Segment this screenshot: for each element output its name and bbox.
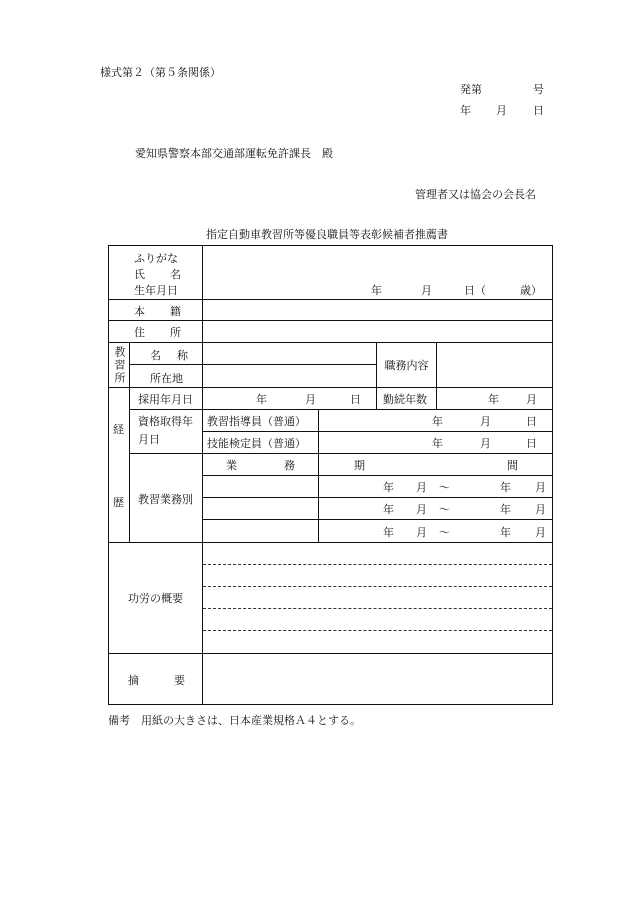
footnote: 備考 用紙の大きさは、日本産業規格Ａ４とする。 bbox=[108, 714, 361, 727]
period-start-month-unit: 月 bbox=[416, 526, 427, 539]
table-rule bbox=[203, 519, 552, 520]
table-rule bbox=[129, 453, 552, 454]
qualification-date-label: 資格取得年月日 bbox=[138, 415, 193, 446]
period-tilde: 〜 bbox=[439, 526, 450, 539]
period-start-month-unit: 月 bbox=[416, 481, 427, 494]
table-rule-vertical bbox=[436, 342, 437, 409]
examiner-month-unit: 月 bbox=[480, 437, 491, 450]
age-unit: 歳） bbox=[520, 284, 542, 297]
examiner-year-unit: 年 bbox=[432, 437, 443, 450]
merits-dashed-line bbox=[203, 608, 552, 609]
instructor-day-unit: 日 bbox=[526, 415, 537, 428]
period-column-char-1: 期 bbox=[354, 459, 365, 472]
work-type-label: 教習業務別 bbox=[138, 493, 193, 506]
date-day: 日 bbox=[533, 104, 544, 117]
merits-dashed-line bbox=[203, 630, 552, 631]
table-rule bbox=[129, 409, 552, 410]
furigana-label: ふりがな bbox=[134, 252, 178, 265]
table-rule bbox=[203, 497, 552, 498]
period-tilde: 〜 bbox=[439, 481, 450, 494]
table-rule bbox=[108, 387, 552, 388]
table-rule-vertical bbox=[129, 342, 130, 387]
table-rule-vertical bbox=[202, 245, 203, 705]
duty-label: 職務内容 bbox=[384, 359, 429, 372]
hire-year-unit: 年 bbox=[256, 393, 267, 406]
honseki-label-char-1: 本 bbox=[134, 305, 145, 318]
summary-label-char-1: 摘 bbox=[128, 674, 139, 687]
summary-label-char-2: 要 bbox=[174, 674, 185, 687]
instructor-label: 教習指導員（普通） bbox=[207, 415, 306, 428]
hire-month-unit: 月 bbox=[305, 393, 316, 406]
period-start-year-unit: 年 bbox=[383, 526, 394, 539]
hire-day-unit: 日 bbox=[350, 393, 361, 406]
period-end-month-unit: 月 bbox=[535, 526, 546, 539]
merits-label: 功労の概要 bbox=[128, 592, 183, 605]
issue-number-prefix: 発第 bbox=[460, 83, 482, 96]
table-rule-vertical bbox=[129, 387, 130, 542]
table-rule bbox=[108, 299, 552, 300]
merits-dashed-line bbox=[203, 586, 552, 587]
sender-name: 管理者又は協会の会長名 bbox=[415, 188, 536, 201]
years-served-month-unit: 月 bbox=[526, 393, 537, 406]
table-border-bottom bbox=[108, 704, 552, 705]
period-end-month-unit: 月 bbox=[535, 481, 546, 494]
document-title: 指定自動車教習所等優良職員等表彰候補者推薦書 bbox=[206, 228, 448, 241]
table-rule bbox=[203, 475, 552, 476]
table-rule-vertical bbox=[318, 409, 319, 542]
career-group-label-bottom: 歴 bbox=[113, 496, 124, 509]
honseki-label-char-2: 籍 bbox=[170, 305, 181, 318]
birthdate-label: 生年月日 bbox=[134, 284, 178, 297]
date-year: 年 bbox=[460, 104, 471, 117]
addressee: 愛知県警察本部交通部運転免許課長 殿 bbox=[135, 147, 333, 160]
name-label-char-2: 名 bbox=[170, 268, 181, 281]
work-column-char-1: 業 bbox=[226, 459, 237, 472]
table-rule bbox=[129, 364, 376, 365]
period-start-year-unit: 年 bbox=[383, 481, 394, 494]
period-column-char-2: 間 bbox=[507, 459, 518, 472]
period-tilde: 〜 bbox=[439, 503, 450, 516]
examiner-label: 技能検定員（普通） bbox=[207, 437, 306, 450]
birth-month-unit: 月 bbox=[421, 284, 432, 297]
period-start-month-unit: 月 bbox=[416, 503, 427, 516]
address-label-char-2: 所 bbox=[170, 326, 181, 339]
period-end-year-unit: 年 bbox=[500, 503, 511, 516]
school-name-label-char-1: 名 bbox=[150, 349, 161, 362]
name-label-char-1: 氏 bbox=[134, 268, 145, 281]
table-rule bbox=[108, 653, 552, 654]
address-label-char-1: 住 bbox=[134, 326, 145, 339]
instructor-year-unit: 年 bbox=[432, 415, 443, 428]
merits-dashed-line bbox=[203, 564, 552, 565]
years-served-year-unit: 年 bbox=[488, 393, 499, 406]
birth-year-unit: 年 bbox=[371, 284, 382, 297]
period-end-month-unit: 月 bbox=[535, 503, 546, 516]
table-border-top bbox=[108, 245, 552, 246]
work-column-char-2: 務 bbox=[284, 459, 295, 472]
table-rule bbox=[108, 342, 552, 343]
school-group-label: 教習所 bbox=[113, 345, 126, 385]
career-group-label-top: 経 bbox=[113, 423, 124, 436]
period-end-year-unit: 年 bbox=[500, 526, 511, 539]
hire-date-label: 採用年月日 bbox=[138, 393, 193, 406]
table-rule bbox=[203, 431, 552, 432]
examiner-day-unit: 日 bbox=[526, 437, 537, 450]
birth-day-unit: 日（ bbox=[464, 284, 486, 297]
school-name-label-char-2: 称 bbox=[177, 349, 188, 362]
instructor-month-unit: 月 bbox=[480, 415, 491, 428]
issue-number-suffix: 号 bbox=[533, 83, 544, 96]
table-rule bbox=[108, 320, 552, 321]
date-month: 月 bbox=[496, 104, 507, 117]
period-start-year-unit: 年 bbox=[383, 503, 394, 516]
form-number: 様式第２（第５条関係） bbox=[100, 66, 221, 79]
school-location-label: 所在地 bbox=[150, 372, 183, 385]
period-end-year-unit: 年 bbox=[500, 481, 511, 494]
table-border-right bbox=[552, 245, 553, 705]
years-served-label: 勤続年数 bbox=[383, 393, 427, 406]
